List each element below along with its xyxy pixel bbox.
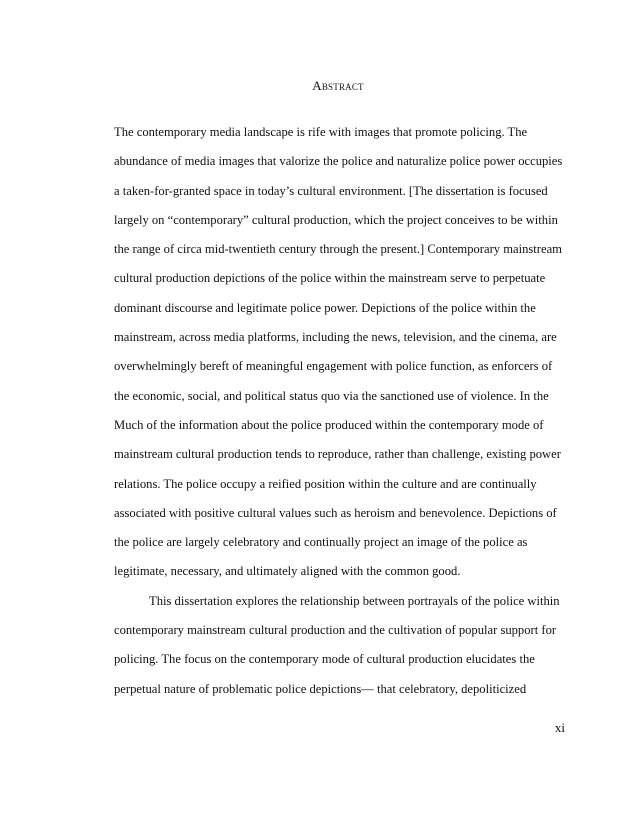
text-line: overwhelmingly bereft of meaningful engagement with police function, as enforcers of	[114, 359, 553, 374]
abstract-heading: Abstract	[312, 78, 364, 93]
page-number: xi	[554, 720, 565, 735]
paragraph-first-line: This dissertation explores the relationship between portrayals of the police within	[149, 593, 560, 608]
text-line: mainstream, across media platforms, including the news, television, and the cinema, are	[114, 330, 557, 345]
text-line: The contemporary media landscape is rife with images that promote policing. The	[114, 125, 528, 139]
text-line: the range of circa mid-twentieth century through the present.] Contemporary mainstream	[114, 242, 562, 257]
text-line: mainstream cultural production tends to reproduce, rather than challenge, existing power	[114, 447, 561, 462]
text-line: Much of the information about the police produced within the contemporary mode of	[114, 417, 544, 432]
text-line: legitimate, necessary, and ultimately aligned with the common good.	[114, 564, 461, 579]
text-line: abundance of media images that valorize the police and naturalize police power occupies	[114, 154, 563, 169]
text-line: a taken-for-granted space in today’s cultural environment. [The dissertation is focused	[114, 183, 548, 198]
text-line: associated with positive cultural values such as heroism and benevolence. Depictions of	[114, 505, 557, 520]
text-line: dominant discourse and legitimate police power. Depictions of the police within the	[114, 300, 536, 315]
text-line: the police are largely celebratory and continually project an image of the police as	[114, 535, 528, 550]
abstract-body	[114, 118, 570, 704]
text-line: largely on “contemporary” cultural production, which the project conceives to be within	[114, 212, 558, 227]
text-line: contemporary mainstream cultural production and the cultivation of popular support for	[114, 623, 557, 638]
text-line: perpetual nature of problematic police depictions— that celebratory, depoliticized	[114, 681, 527, 696]
text-line: policing. The focus on the contemporary mode of cultural production elucidates the	[114, 652, 535, 667]
text-line: cultural production depictions of the police within the mainstream serve to perpetuate	[114, 271, 546, 286]
text-line: the economic, social, and political status quo via the sanctioned use of violence. In the	[114, 388, 549, 403]
text-line: relations. The police occupy a reified position within the culture and are continually	[114, 476, 537, 491]
